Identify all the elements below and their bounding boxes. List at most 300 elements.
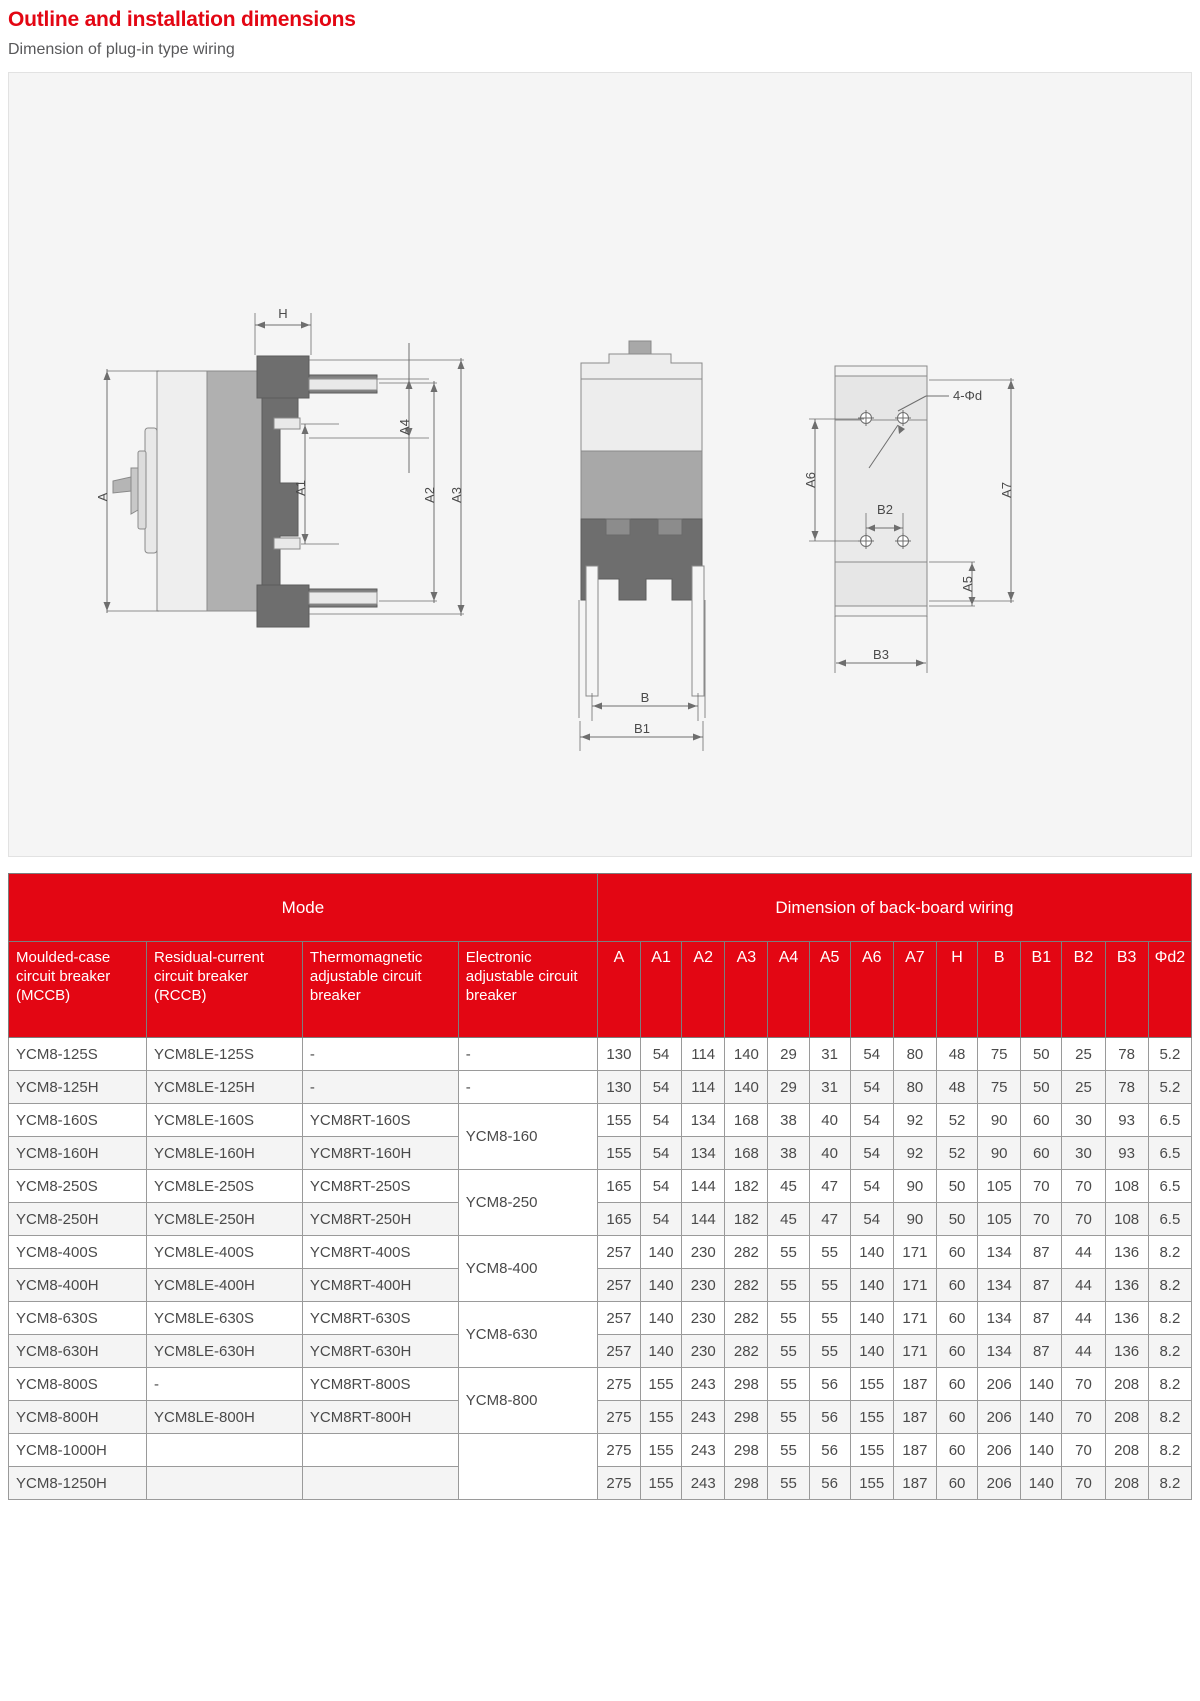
col-header-B: B xyxy=(978,942,1021,1038)
cell-dim-A3: 298 xyxy=(725,1401,768,1434)
dimension-drawing xyxy=(9,73,1192,857)
dim-label-A7: A7 xyxy=(999,482,1014,498)
cell-dim-A2: 144 xyxy=(682,1170,725,1203)
cell-mccb: YCM8-125H xyxy=(9,1071,147,1104)
cell-dim-A5: 56 xyxy=(809,1434,850,1467)
hole-callout-label: 4-Φd xyxy=(953,388,983,403)
cell-dim-Φd2: 8.2 xyxy=(1148,1368,1191,1401)
cell-thermomagnetic: YCM8RT-160S xyxy=(302,1104,458,1137)
table-row xyxy=(9,1170,1192,1203)
cell-dim-A2: 230 xyxy=(682,1236,725,1269)
cell-dim-B3: 108 xyxy=(1105,1203,1148,1236)
cell-mccb: YCM8-800S xyxy=(9,1368,147,1401)
cell-thermomagnetic: YCM8RT-630S xyxy=(302,1302,458,1335)
cell-dim-A7: 80 xyxy=(893,1038,936,1071)
cell-dim-B: 75 xyxy=(978,1038,1021,1071)
dim-label-B1: B1 xyxy=(634,721,650,736)
cell-dim-H: 52 xyxy=(937,1137,978,1170)
col-header-phid2: Φd2 xyxy=(1148,942,1191,1038)
table-row xyxy=(9,1269,1192,1302)
cell-dim-A4: 55 xyxy=(768,1368,809,1401)
cell-dim-A3: 298 xyxy=(725,1434,768,1467)
cell-dim-A7: 171 xyxy=(893,1236,936,1269)
page-subtitle: Dimension of plug-in type wiring xyxy=(8,41,235,58)
cell-electronic xyxy=(458,1434,597,1500)
cell-rccb: YCM8LE-125H xyxy=(146,1071,302,1104)
cell-dim-Φd2: 6.5 xyxy=(1148,1203,1191,1236)
col-header-B1: B1 xyxy=(1021,942,1062,1038)
cell-dim-B: 206 xyxy=(978,1401,1021,1434)
cell-dim-A4: 38 xyxy=(768,1104,809,1137)
cell-dim-A6: 140 xyxy=(850,1302,893,1335)
cell-dim-B3: 208 xyxy=(1105,1368,1148,1401)
col-header-thermomagnetic: Thermomagnetic adjustable circuit breaker xyxy=(302,942,458,1038)
cell-dim-A1: 140 xyxy=(641,1236,682,1269)
col-header-electronic: Electronic adjustable circuit breaker xyxy=(458,942,597,1038)
cell-dim-A: 257 xyxy=(597,1236,640,1269)
cell-thermomagnetic: YCM8RT-400H xyxy=(302,1269,458,1302)
table-row xyxy=(9,1434,1192,1467)
cell-thermomagnetic: YCM8RT-250H xyxy=(302,1203,458,1236)
cell-dim-B2: 30 xyxy=(1062,1137,1105,1170)
cell-dim-A2: 243 xyxy=(682,1467,725,1500)
cell-dim-B: 206 xyxy=(978,1368,1021,1401)
cell-dim-A5: 55 xyxy=(809,1236,850,1269)
cell-dim-A2: 134 xyxy=(682,1137,725,1170)
cell-mccb: YCM8-1000H xyxy=(9,1434,147,1467)
cell-dim-A3: 282 xyxy=(725,1236,768,1269)
cell-dim-B2: 70 xyxy=(1062,1401,1105,1434)
cell-mccb: YCM8-400S xyxy=(9,1236,147,1269)
col-header-A2: A2 xyxy=(682,942,725,1038)
cell-dim-A7: 90 xyxy=(893,1170,936,1203)
col-header-B3: B3 xyxy=(1105,942,1148,1038)
cell-dim-A7: 187 xyxy=(893,1368,936,1401)
cell-dim-A2: 243 xyxy=(682,1434,725,1467)
cell-dim-Φd2: 8.2 xyxy=(1148,1335,1191,1368)
cell-dim-B3: 108 xyxy=(1105,1170,1148,1203)
cell-dim-A5: 47 xyxy=(809,1170,850,1203)
cell-mccb: YCM8-250S xyxy=(9,1170,147,1203)
cell-dim-A6: 54 xyxy=(850,1170,893,1203)
cell-dim-Φd2: 8.2 xyxy=(1148,1401,1191,1434)
cell-dim-A5: 56 xyxy=(809,1368,850,1401)
cell-dim-B1: 140 xyxy=(1021,1467,1062,1500)
cell-dim-H: 50 xyxy=(937,1203,978,1236)
dim-label-A4: A4 xyxy=(397,419,412,435)
cell-dim-B1: 50 xyxy=(1021,1038,1062,1071)
cell-rccb: YCM8LE-800H xyxy=(146,1401,302,1434)
cell-dim-A5: 31 xyxy=(809,1038,850,1071)
cell-dim-B1: 87 xyxy=(1021,1335,1062,1368)
table-row xyxy=(9,1401,1192,1434)
cell-dim-B: 105 xyxy=(978,1170,1021,1203)
cell-dim-A7: 90 xyxy=(893,1203,936,1236)
cell-dim-B1: 87 xyxy=(1021,1236,1062,1269)
cell-dim-A: 275 xyxy=(597,1401,640,1434)
col-header-H: H xyxy=(937,942,978,1038)
table-row xyxy=(9,1038,1192,1071)
cell-dim-A: 275 xyxy=(597,1467,640,1500)
col-header-A3: A3 xyxy=(725,942,768,1038)
cell-dim-A3: 140 xyxy=(725,1071,768,1104)
col-header-A6: A6 xyxy=(850,942,893,1038)
cell-dim-A5: 56 xyxy=(809,1467,850,1500)
cell-dim-A5: 55 xyxy=(809,1335,850,1368)
cell-dim-A1: 155 xyxy=(641,1467,682,1500)
cell-dim-B3: 208 xyxy=(1105,1434,1148,1467)
cell-dim-A6: 54 xyxy=(850,1203,893,1236)
cell-dim-A3: 182 xyxy=(725,1170,768,1203)
cell-thermomagnetic xyxy=(302,1434,458,1467)
table-row xyxy=(9,1203,1192,1236)
cell-dim-B: 105 xyxy=(978,1203,1021,1236)
cell-electronic: YCM8-400 xyxy=(458,1236,597,1302)
cell-mccb: YCM8-630S xyxy=(9,1302,147,1335)
table-body xyxy=(9,1038,1192,1500)
cell-dim-A2: 114 xyxy=(682,1038,725,1071)
cell-dim-B2: 70 xyxy=(1062,1467,1105,1500)
cell-dim-A: 275 xyxy=(597,1368,640,1401)
cell-dim-B1: 70 xyxy=(1021,1170,1062,1203)
cell-dim-B: 206 xyxy=(978,1467,1021,1500)
cell-thermomagnetic xyxy=(302,1467,458,1500)
cell-mccb: YCM8-125S xyxy=(9,1038,147,1071)
cell-dim-A2: 230 xyxy=(682,1269,725,1302)
cell-dim-B3: 78 xyxy=(1105,1071,1148,1104)
cell-dim-A3: 298 xyxy=(725,1368,768,1401)
cell-dim-A1: 140 xyxy=(641,1269,682,1302)
cell-thermomagnetic: YCM8RT-400S xyxy=(302,1236,458,1269)
cell-dim-H: 60 xyxy=(937,1269,978,1302)
cell-dim-Φd2: 6.5 xyxy=(1148,1137,1191,1170)
table-group-header-row xyxy=(9,874,1192,942)
cell-dim-A7: 92 xyxy=(893,1137,936,1170)
cell-dim-A1: 54 xyxy=(641,1170,682,1203)
cell-dim-A6: 54 xyxy=(850,1137,893,1170)
col-header-A1: A1 xyxy=(641,942,682,1038)
cell-dim-B1: 140 xyxy=(1021,1368,1062,1401)
cell-dim-A4: 55 xyxy=(768,1269,809,1302)
cell-dim-B2: 44 xyxy=(1062,1269,1105,1302)
cell-dim-B: 134 xyxy=(978,1269,1021,1302)
table-row xyxy=(9,1302,1192,1335)
cell-rccb: - xyxy=(146,1368,302,1401)
cell-dim-A5: 31 xyxy=(809,1071,850,1104)
dim-label-A: A xyxy=(95,492,110,502)
dimensions-table xyxy=(8,873,1192,1500)
cell-dim-A4: 55 xyxy=(768,1434,809,1467)
cell-dim-A4: 45 xyxy=(768,1203,809,1236)
cell-dim-B1: 60 xyxy=(1021,1104,1062,1137)
cell-thermomagnetic: - xyxy=(302,1038,458,1071)
table-row xyxy=(9,1467,1192,1500)
cell-dim-Φd2: 5.2 xyxy=(1148,1038,1191,1071)
cell-mccb: YCM8-800H xyxy=(9,1401,147,1434)
cell-dim-B1: 50 xyxy=(1021,1071,1062,1104)
cell-dim-A4: 55 xyxy=(768,1401,809,1434)
cell-dim-A5: 55 xyxy=(809,1302,850,1335)
cell-electronic: - xyxy=(458,1071,597,1104)
cell-dim-H: 60 xyxy=(937,1302,978,1335)
table-row xyxy=(9,1236,1192,1269)
cell-dim-A1: 54 xyxy=(641,1203,682,1236)
cell-dim-A: 257 xyxy=(597,1335,640,1368)
dim-label-B2: B2 xyxy=(877,502,893,517)
cell-dim-H: 60 xyxy=(937,1434,978,1467)
cell-mccb: YCM8-160S xyxy=(9,1104,147,1137)
cell-dim-Φd2: 8.2 xyxy=(1148,1302,1191,1335)
cell-dim-Φd2: 6.5 xyxy=(1148,1170,1191,1203)
cell-dim-A7: 187 xyxy=(893,1467,936,1500)
cell-dim-B: 134 xyxy=(978,1302,1021,1335)
cell-dim-B: 90 xyxy=(978,1137,1021,1170)
cell-dim-A3: 282 xyxy=(725,1302,768,1335)
cell-dim-A2: 144 xyxy=(682,1203,725,1236)
cell-dim-B2: 70 xyxy=(1062,1203,1105,1236)
table-column-header-row xyxy=(9,942,1192,1038)
cell-thermomagnetic: YCM8RT-250S xyxy=(302,1170,458,1203)
cell-rccb: YCM8LE-250H xyxy=(146,1203,302,1236)
technical-drawing-panel xyxy=(8,72,1192,857)
cell-dim-A2: 243 xyxy=(682,1401,725,1434)
table-row xyxy=(9,1071,1192,1104)
group-header-dimension: Dimension of back-board wiring xyxy=(597,874,1191,942)
cell-thermomagnetic: YCM8RT-800S xyxy=(302,1368,458,1401)
cell-dim-A6: 140 xyxy=(850,1269,893,1302)
cell-dim-A6: 54 xyxy=(850,1104,893,1137)
cell-mccb: YCM8-400H xyxy=(9,1269,147,1302)
cell-dim-Φd2: 8.2 xyxy=(1148,1236,1191,1269)
cell-dim-B3: 78 xyxy=(1105,1038,1148,1071)
cell-dim-A2: 114 xyxy=(682,1071,725,1104)
cell-dim-A4: 38 xyxy=(768,1137,809,1170)
cell-dim-B3: 93 xyxy=(1105,1137,1148,1170)
table-header xyxy=(9,874,1192,1038)
cell-thermomagnetic: YCM8RT-160H xyxy=(302,1137,458,1170)
cell-dim-A4: 55 xyxy=(768,1302,809,1335)
cell-dim-A1: 140 xyxy=(641,1335,682,1368)
cell-dim-A3: 140 xyxy=(725,1038,768,1071)
dim-label-A3: A3 xyxy=(449,487,464,503)
cell-rccb: YCM8LE-250S xyxy=(146,1170,302,1203)
cell-dim-B: 90 xyxy=(978,1104,1021,1137)
cell-dim-A6: 155 xyxy=(850,1401,893,1434)
cell-dim-B1: 87 xyxy=(1021,1269,1062,1302)
cell-dim-A5: 55 xyxy=(809,1269,850,1302)
cell-dim-A7: 80 xyxy=(893,1071,936,1104)
cell-dim-A7: 187 xyxy=(893,1401,936,1434)
cell-dim-A1: 54 xyxy=(641,1104,682,1137)
col-header-A: A xyxy=(597,942,640,1038)
cell-dim-A6: 155 xyxy=(850,1368,893,1401)
cell-electronic: YCM8-630 xyxy=(458,1302,597,1368)
cell-mccb: YCM8-630H xyxy=(9,1335,147,1368)
dim-label-B: B xyxy=(640,690,650,705)
cell-dim-A3: 298 xyxy=(725,1467,768,1500)
cell-dim-Φd2: 8.2 xyxy=(1148,1269,1191,1302)
table-row xyxy=(9,1335,1192,1368)
col-header-A4: A4 xyxy=(768,942,809,1038)
cell-dim-A6: 140 xyxy=(850,1236,893,1269)
cell-dim-B2: 25 xyxy=(1062,1038,1105,1071)
cell-dim-A3: 182 xyxy=(725,1203,768,1236)
cell-dim-Φd2: 8.2 xyxy=(1148,1467,1191,1500)
cell-dim-A3: 282 xyxy=(725,1335,768,1368)
cell-electronic: YCM8-800 xyxy=(458,1368,597,1434)
cell-mccb: YCM8-1250H xyxy=(9,1467,147,1500)
cell-thermomagnetic: YCM8RT-630H xyxy=(302,1335,458,1368)
cell-dim-A7: 92 xyxy=(893,1104,936,1137)
dim-label-A5: A5 xyxy=(960,576,975,592)
cell-dim-B3: 208 xyxy=(1105,1467,1148,1500)
cell-dim-A6: 155 xyxy=(850,1434,893,1467)
cell-dim-A1: 54 xyxy=(641,1071,682,1104)
cell-mccb: YCM8-250H xyxy=(9,1203,147,1236)
cell-dim-B2: 30 xyxy=(1062,1104,1105,1137)
dim-label-H: H xyxy=(278,306,288,321)
cell-dim-B1: 140 xyxy=(1021,1401,1062,1434)
cell-electronic: - xyxy=(458,1038,597,1071)
col-header-mccb: Moulded-case circuit breaker (MCCB) xyxy=(9,942,147,1038)
cell-dim-H: 60 xyxy=(937,1335,978,1368)
cell-dim-B1: 60 xyxy=(1021,1137,1062,1170)
cell-dim-B2: 44 xyxy=(1062,1335,1105,1368)
page-title: Outline and installation dimensions xyxy=(8,8,356,31)
cell-dim-A: 257 xyxy=(597,1302,640,1335)
cell-dim-A1: 155 xyxy=(641,1434,682,1467)
cell-dim-A6: 140 xyxy=(850,1335,893,1368)
cell-dim-B2: 70 xyxy=(1062,1368,1105,1401)
cell-dim-A: 155 xyxy=(597,1137,640,1170)
cell-dim-A2: 230 xyxy=(682,1335,725,1368)
cell-dim-A1: 140 xyxy=(641,1302,682,1335)
cell-dim-A2: 230 xyxy=(682,1302,725,1335)
cell-mccb: YCM8-160H xyxy=(9,1137,147,1170)
cell-dim-A7: 171 xyxy=(893,1335,936,1368)
dim-label-A1: A1 xyxy=(293,480,308,496)
cell-dim-A4: 55 xyxy=(768,1335,809,1368)
cell-dim-B: 134 xyxy=(978,1236,1021,1269)
cell-dim-A7: 187 xyxy=(893,1434,936,1467)
cell-dim-B2: 44 xyxy=(1062,1302,1105,1335)
table-row xyxy=(9,1104,1192,1137)
cell-rccb xyxy=(146,1434,302,1467)
cell-dim-B2: 70 xyxy=(1062,1434,1105,1467)
cell-dim-H: 60 xyxy=(937,1368,978,1401)
cell-dim-A: 257 xyxy=(597,1269,640,1302)
cell-dim-A3: 168 xyxy=(725,1104,768,1137)
cell-dim-A: 275 xyxy=(597,1434,640,1467)
cell-electronic: YCM8-160 xyxy=(458,1104,597,1170)
cell-dim-B: 206 xyxy=(978,1434,1021,1467)
cell-dim-H: 52 xyxy=(937,1104,978,1137)
cell-dim-B1: 70 xyxy=(1021,1203,1062,1236)
group-header-mode: Mode xyxy=(9,874,598,942)
table-row xyxy=(9,1137,1192,1170)
cell-dim-B1: 87 xyxy=(1021,1302,1062,1335)
cell-dim-B2: 70 xyxy=(1062,1170,1105,1203)
cell-dim-Φd2: 6.5 xyxy=(1148,1104,1191,1137)
cell-dim-A: 165 xyxy=(597,1170,640,1203)
cell-dim-A3: 168 xyxy=(725,1137,768,1170)
col-header-A5: A5 xyxy=(809,942,850,1038)
cell-dim-B: 75 xyxy=(978,1071,1021,1104)
cell-rccb: YCM8LE-400S xyxy=(146,1236,302,1269)
cell-dim-A5: 56 xyxy=(809,1401,850,1434)
cell-dim-A1: 54 xyxy=(641,1038,682,1071)
dim-label-B3: B3 xyxy=(873,647,889,662)
cell-dim-B3: 136 xyxy=(1105,1236,1148,1269)
cell-dim-B3: 208 xyxy=(1105,1401,1148,1434)
cell-dim-A7: 171 xyxy=(893,1269,936,1302)
cell-dim-A4: 29 xyxy=(768,1038,809,1071)
cell-dim-H: 50 xyxy=(937,1170,978,1203)
cell-electronic: YCM8-250 xyxy=(458,1170,597,1236)
col-header-A7: A7 xyxy=(893,942,936,1038)
cell-dim-B2: 44 xyxy=(1062,1236,1105,1269)
cell-dim-A4: 55 xyxy=(768,1467,809,1500)
cell-rccb xyxy=(146,1467,302,1500)
cell-thermomagnetic: YCM8RT-800H xyxy=(302,1401,458,1434)
cell-dim-B3: 93 xyxy=(1105,1104,1148,1137)
cell-dim-B1: 140 xyxy=(1021,1434,1062,1467)
cell-dim-A2: 243 xyxy=(682,1368,725,1401)
cell-dim-A1: 155 xyxy=(641,1368,682,1401)
cell-dim-B2: 25 xyxy=(1062,1071,1105,1104)
cell-dim-A6: 155 xyxy=(850,1467,893,1500)
cell-dim-A6: 54 xyxy=(850,1071,893,1104)
cell-rccb: YCM8LE-400H xyxy=(146,1269,302,1302)
cell-dim-H: 48 xyxy=(937,1038,978,1071)
cell-rccb: YCM8LE-630H xyxy=(146,1335,302,1368)
cell-rccb: YCM8LE-630S xyxy=(146,1302,302,1335)
col-header-B2: B2 xyxy=(1062,942,1105,1038)
cell-dim-B3: 136 xyxy=(1105,1302,1148,1335)
cell-dim-A: 130 xyxy=(597,1071,640,1104)
dim-label-A2: A2 xyxy=(422,487,437,503)
cell-dim-H: 60 xyxy=(937,1401,978,1434)
dim-label-A6: A6 xyxy=(803,472,818,488)
cell-dim-B3: 136 xyxy=(1105,1269,1148,1302)
cell-dim-A5: 40 xyxy=(809,1137,850,1170)
cell-dim-Φd2: 8.2 xyxy=(1148,1434,1191,1467)
cell-dim-A: 165 xyxy=(597,1203,640,1236)
cell-dim-A1: 155 xyxy=(641,1401,682,1434)
cell-dim-A: 155 xyxy=(597,1104,640,1137)
cell-thermomagnetic: - xyxy=(302,1071,458,1104)
cell-dim-A4: 45 xyxy=(768,1170,809,1203)
cell-dim-A3: 282 xyxy=(725,1269,768,1302)
cell-dim-H: 60 xyxy=(937,1467,978,1500)
cell-dim-A6: 54 xyxy=(850,1038,893,1071)
cell-dim-A4: 55 xyxy=(768,1236,809,1269)
cell-rccb: YCM8LE-160H xyxy=(146,1137,302,1170)
cell-dim-H: 60 xyxy=(937,1236,978,1269)
cell-dim-B3: 136 xyxy=(1105,1335,1148,1368)
cell-dim-A1: 54 xyxy=(641,1137,682,1170)
cell-dim-A5: 40 xyxy=(809,1104,850,1137)
cell-dim-A: 130 xyxy=(597,1038,640,1071)
cell-rccb: YCM8LE-125S xyxy=(146,1038,302,1071)
cell-dim-B: 134 xyxy=(978,1335,1021,1368)
cell-dim-A7: 171 xyxy=(893,1302,936,1335)
table-row xyxy=(9,1368,1192,1401)
cell-dim-A4: 29 xyxy=(768,1071,809,1104)
cell-dim-A2: 134 xyxy=(682,1104,725,1137)
cell-dim-A5: 47 xyxy=(809,1203,850,1236)
cell-dim-Φd2: 5.2 xyxy=(1148,1071,1191,1104)
